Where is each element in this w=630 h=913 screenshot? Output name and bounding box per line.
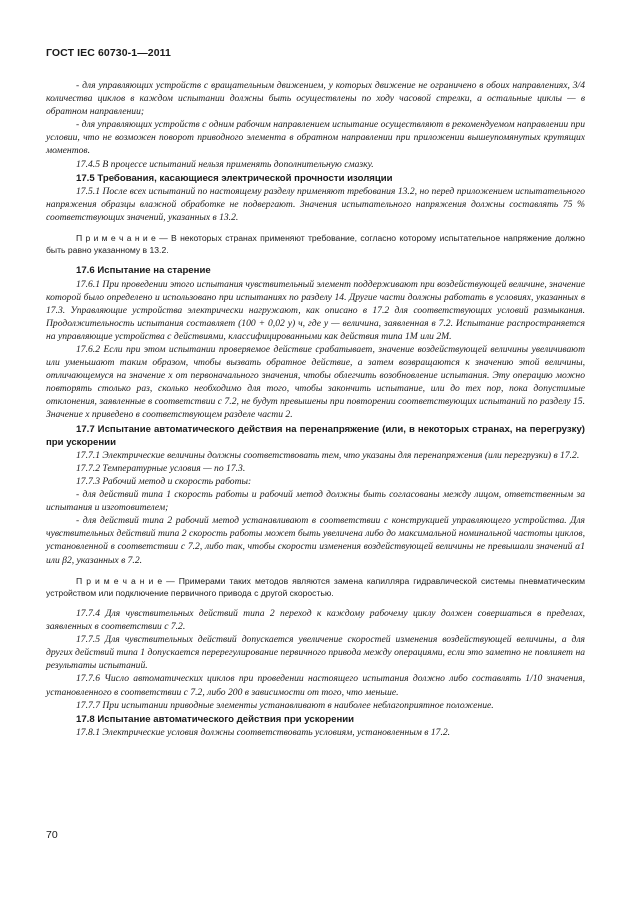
note-17-5: П р и м е ч а н и е — В некоторых странах применяют требование, согласно которому испытательное напряжение должно быть равно указанному в 13.2. bbox=[46, 233, 585, 256]
paragraph-single-direction: - для управляющих устройств с одним рабочим направлением испытание осуществляют в рекомендуемом направлении при условии, что не возможен поворот приводного элемента в обратном направлении при приложении вышеупомянутых крутящих моментов. bbox=[46, 119, 585, 157]
clause-17-7-4: 17.7.4 Для чувствительных действий типа 2 переход к каждому рабочему циклу должен совершаться в пределах, заявленных в соответствии с 7.2. bbox=[46, 608, 585, 633]
clause-17-7-7: 17.7.7 При испытании приводные элементы устанавливают в наиболее неблагоприятное положение. bbox=[76, 699, 494, 711]
heading-17-7: 17.7 Испытание автоматического действия на перенапряжение (или, в некоторых странах, на перегрузку) при ускорении bbox=[46, 423, 585, 448]
clause-17-7-3-type2: - для действий типа 2 рабочий метод устанавливают в соответствии с конструкцией управляющего устройства. Для чувствительных действий типа 2 скорость работы может быть увеличена либо до максимальной номинальной частоты циклов, установленной в соответствии с 7.2, либо так, чтобы скорости изменения воздействующей величины не превышали значений α1 или β2, указанных в 7.2. bbox=[46, 515, 585, 566]
clause-17-7-5: 17.7.5 Для чувствительных действий допускается увеличение скоростей изменения воздействующей величины, а для других действий типа 1 допускается перерегулирование первичного привода между операциями, если это заметно не повлияет на результаты испытаний. bbox=[46, 634, 585, 672]
clause-17-6-2: 17.6.2 Если при этом испытании проверяемое действие срабатывает, значение воздействующей величины увеличивают или уменьшают таким образом, чтобы вызвать обратное действие, а затем возвращаются к значению этой величины, отличающемуся на значение x от первоначального значения, чтобы облегчить возобновление испытания. Эту операцию можно повторять столько раз, сколько необходимо для того, чтобы закончить испытание, или до тех пор, пока допустимые отклонения, заявленные в соответствии с 7.2, не будут превышены при повторении соответствующих испытаний по разделу 15. Значение x приведено в соответствующем разделе части 2. bbox=[46, 344, 585, 421]
clause-17-7-3-type1: - для действий типа 1 скорость работы и рабочий метод должны быть согласованы между лицом, ответственным за испытания и изготовителем; bbox=[46, 489, 585, 514]
clause-17-5-1: 17.5.1 После всех испытаний по настоящему разделу применяют требования 13.2, но перед приложением испытательного напряжения образцы влажной обработке не подвергают. Значения испытательного напряжения должны составлять 75 % соответствующих значений, указанных в 13.2. bbox=[46, 185, 585, 223]
clause-17-7-3: 17.7.3 Рабочий метод и скорость работы: bbox=[76, 475, 252, 487]
heading-17-5: 17.5 Требования, касающиеся электрической прочности изоляции bbox=[76, 172, 393, 184]
paragraph-rotational-controls: - для управляющих устройств с вращательным движением, у которых движение не ограничено в обоих направлениях, 3/4 количества циклов в каждом испытании должны быть осуществлены по ходу часовой стрелки, а остальные циклы — в обратном направлении; bbox=[46, 80, 585, 118]
clause-17-7-1: 17.7.1 Электрические величины должны соответствовать тем, что указаны для перенапряжения (или перегрузки) в 17.2. bbox=[76, 449, 580, 461]
page-number: 70 bbox=[46, 829, 58, 841]
clause-17-7-2: 17.7.2 Температурные условия — по 17.3. bbox=[76, 462, 246, 474]
heading-17-8: 17.8 Испытание автоматического действия при ускорении bbox=[76, 713, 355, 725]
document-header: ГОСТ IEC 60730-1—2011 bbox=[46, 47, 171, 59]
clause-17-4-5: 17.4.5 В процессе испытаний нельзя применять дополнительную смазку. bbox=[76, 158, 374, 170]
note-17-7: П р и м е ч а н и е — Примерами таких методов являются замена капилляра гидравлической системы пневматическим устройством или подключение первичного привода с другой скоростью. bbox=[46, 575, 585, 598]
clause-17-8-1: 17.8.1 Электрические условия должны соответствовать условиям, установленным в 17.2. bbox=[76, 726, 451, 738]
heading-17-6: 17.6 Испытание на старение bbox=[76, 265, 211, 277]
clause-17-6-1: 17.6.1 При проведении этого испытания чувствительный элемент поддерживают при воздействующей величине, значение которой было определено и использовано при испытаниях по разделу 14. Другие части должны работать в условиях, указанных в 17.3. Управляющие устройства электрически нагружают, как описано в 17.2 для соответствующих условий размыкания. Продолжительность испытания составляет (100 + 0,02 y) ч, где y — величина, заявленная в 7.2. Испытание распространяется на управляющие устройства с действиями, классифицированными как действия типа 1M или 2M. bbox=[46, 278, 585, 342]
page-body bbox=[46, 79, 585, 739]
clause-17-7-6: 17.7.6 Число автоматических циклов при проведении настоящего испытания должно либо составлять 1/10 значения, установленного в соответствии с 7.2, либо 200 в зависимости от того, что меньше. bbox=[46, 673, 585, 698]
